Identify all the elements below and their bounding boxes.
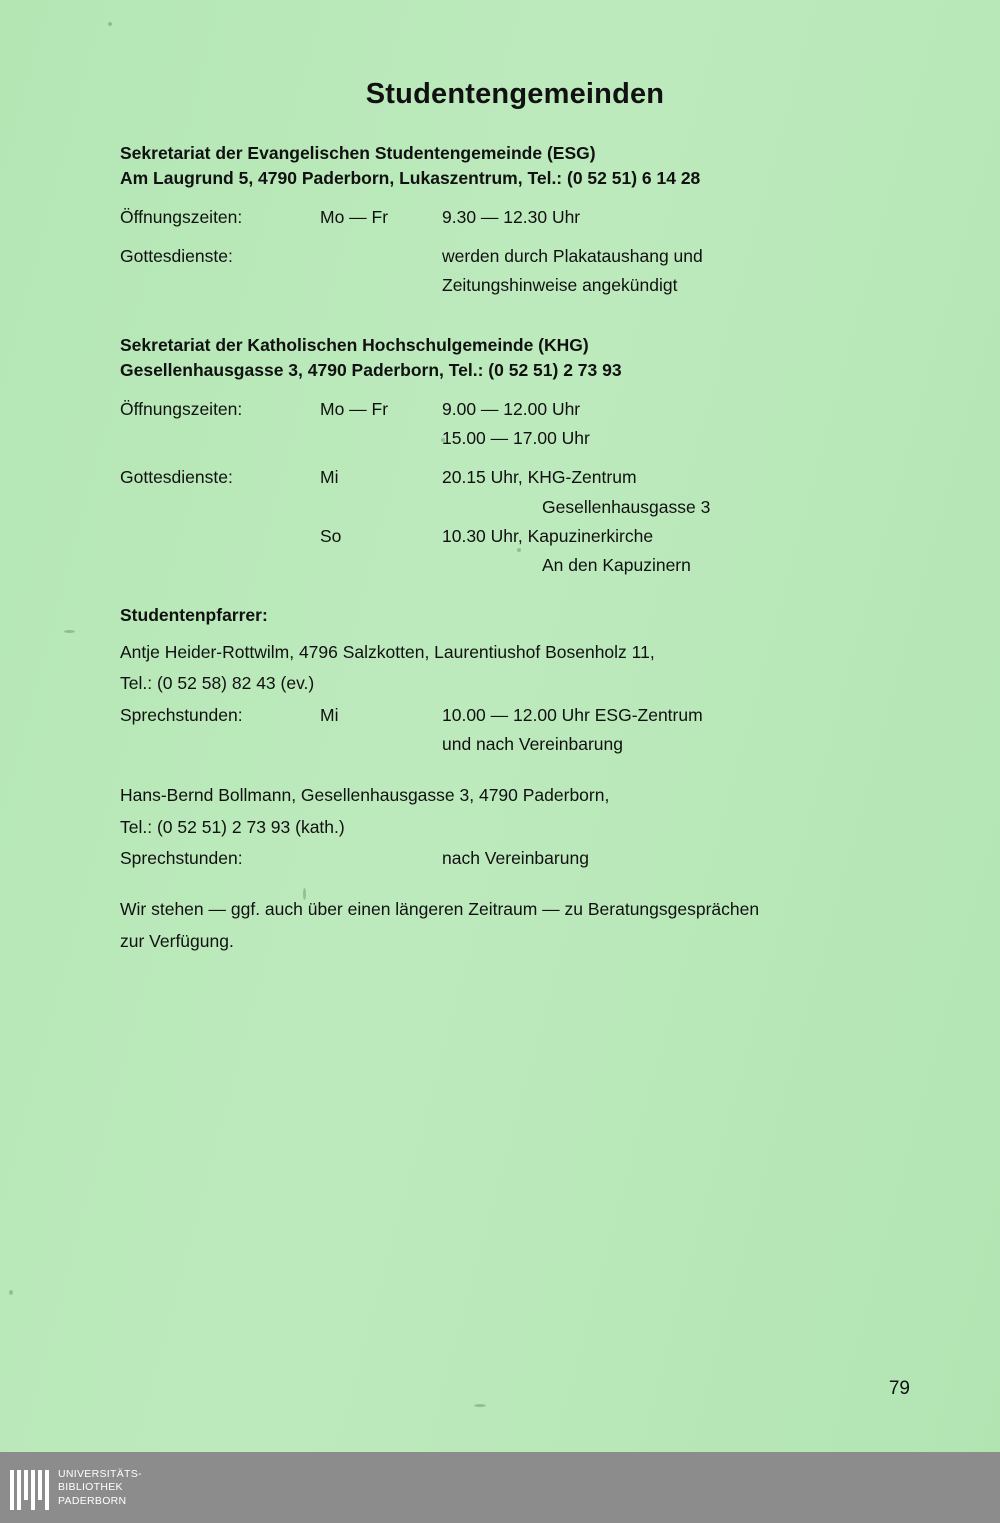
- khg-hours-row: [120, 397, 910, 422]
- esg-hours-row: [120, 205, 910, 230]
- pfarrer1-hours-note: und nach Vereinbarung: [442, 733, 623, 754]
- library-name-line1: UNIVERSITÄTS-: [58, 1468, 142, 1480]
- khg-services-day-mi: Mi: [320, 467, 339, 488]
- khg-heading-line1: Sekretariat der Katholischen Hochschulgemeinde (KHG): [120, 334, 589, 355]
- spacer: [120, 303, 910, 333]
- esg-services-days: [320, 244, 442, 269]
- spacer: [120, 234, 910, 244]
- paper-speck: [108, 22, 112, 26]
- pfarrer1-hours-day-empty: [320, 732, 442, 757]
- pfarrer1-hours-day: Mi: [320, 704, 339, 725]
- library-name-line2: BIBLIOTHEK: [58, 1481, 123, 1494]
- khg-hours-days-empty: [320, 426, 442, 451]
- pfarrer2-hours-row: [120, 846, 910, 871]
- khg-hours-time-cont: 15.00 — 17.00 Uhr: [442, 427, 590, 448]
- spacer: [120, 583, 910, 605]
- khg-services-text-mi: 20.15 Uhr, KHG-Zentrum: [442, 467, 637, 488]
- pfarrer2-line1: Hans-Bernd Bollmann, Gesellenhausgasse 3, 4790 Paderborn,: [120, 785, 610, 806]
- esg-heading-line2: Am Laugrund 5, 4790 Paderborn, Lukaszentrum, Tel.: (0 52 51) 6 14 28: [120, 167, 701, 188]
- khg-heading-line2: Gesellenhausgasse 3, 4790 Paderborn, Tel.: (0 52 51) 2 73 93: [120, 359, 622, 380]
- khg-services-text-so: 10.30 Uhr, Kapuzinerkirche: [442, 526, 654, 546]
- pfarrer2-line2: Tel.: (0 52 51) 2 73 93 (kath.): [120, 816, 345, 837]
- khg-hours-label-empty: [120, 426, 320, 451]
- closing-line2: zur Verfügung.: [120, 930, 234, 951]
- khg-services-label-empty-3: [120, 553, 320, 578]
- khg-services-label-empty-2: [120, 524, 320, 549]
- khg-services-row-so: [120, 524, 910, 549]
- paper-speck: [474, 1404, 486, 1407]
- khg-services-venue-mi: Gesellenhausgasse 3: [542, 496, 711, 517]
- khg-services-day-empty-2: [320, 553, 442, 578]
- spacer: [120, 875, 910, 897]
- page-content: [120, 78, 910, 960]
- pfarrer1-hours-label: Sprechstunden:: [120, 704, 243, 725]
- pfarrer1-hours-row: [120, 703, 910, 728]
- pfarrer1-hours-label-empty: [120, 732, 320, 757]
- khg-heading: [120, 333, 910, 383]
- paper-speck: [64, 630, 75, 633]
- closing-line1: Wir stehen — ggf. auch über einen längeren Zeitraum — zu Beratungsgesprächen: [120, 899, 760, 920]
- pfarrer1-hours-time: 10.00 — 12.00 Uhr ESG-Zentrum: [442, 704, 703, 725]
- esg-services-text-cont: Zeitungshinweise angekündigt: [442, 275, 678, 296]
- esg-heading: [120, 141, 910, 191]
- esg-services-row: [120, 244, 910, 269]
- spacer: [120, 761, 910, 783]
- khg-services-label-empty: [120, 495, 320, 520]
- khg-hours-label: Öffnungszeiten:: [120, 398, 243, 419]
- esg-heading-line1: Sekretariat der Evangelischen Studentengemeinde (ESG): [120, 143, 596, 163]
- library-logo: [10, 1468, 142, 1510]
- esg-hours-label: Öffnungszeiten:: [120, 206, 243, 227]
- esg-services-label: Gottesdienste:: [120, 246, 233, 267]
- pfarrer1-hours-row-cont: [120, 732, 910, 757]
- footer-bar: [0, 1452, 1000, 1523]
- pfarrer-heading: Studentenpfarrer:: [120, 604, 268, 625]
- khg-services-row-cont: [120, 495, 910, 520]
- khg-hours-days: Mo — Fr: [320, 398, 389, 419]
- barcode-icon: [10, 1468, 49, 1510]
- esg-services-label-empty: [120, 273, 320, 298]
- pfarrer2-hours-day: [320, 846, 442, 871]
- esg-hours-time: 9.30 — 12.30 Uhr: [442, 206, 581, 227]
- khg-services-row: [120, 465, 910, 490]
- spacer: [120, 455, 910, 465]
- pfarrer1-line2: Tel.: (0 52 58) 82 43 (ev.): [120, 673, 315, 694]
- esg-services-text: werden durch Plakataushang und: [442, 246, 703, 267]
- pfarrer1-line1: Antje Heider-Rottwilm, 4796 Salzkotten, Laurentiushof Bosenholz 11,: [120, 641, 655, 662]
- khg-services-day-so: So: [320, 526, 342, 546]
- library-name: [58, 1468, 142, 1508]
- paper-speck: [9, 1290, 13, 1295]
- khg-services-row-so-cont: [120, 553, 910, 578]
- khg-services-label: Gottesdienste:: [120, 467, 233, 488]
- esg-hours-days: Mo — Fr: [320, 206, 389, 227]
- esg-services-days-empty: [320, 273, 442, 298]
- khg-services-day-empty: [320, 495, 442, 520]
- pfarrer2-hours-label: Sprechstunden:: [120, 848, 243, 868]
- khg-hours-time: 9.00 — 12.00 Uhr: [442, 398, 581, 419]
- library-name-line3: PADERBORN: [58, 1494, 127, 1507]
- page-title: Studentengemeinden: [365, 78, 665, 110]
- khg-services-venue-so: An den Kapuzinern: [542, 555, 691, 576]
- page-number: 79: [888, 1378, 910, 1399]
- esg-services-row-cont: [120, 273, 910, 298]
- khg-hours-row-cont: [120, 426, 910, 451]
- pfarrer2-hours-note: nach Vereinbarung: [442, 848, 589, 868]
